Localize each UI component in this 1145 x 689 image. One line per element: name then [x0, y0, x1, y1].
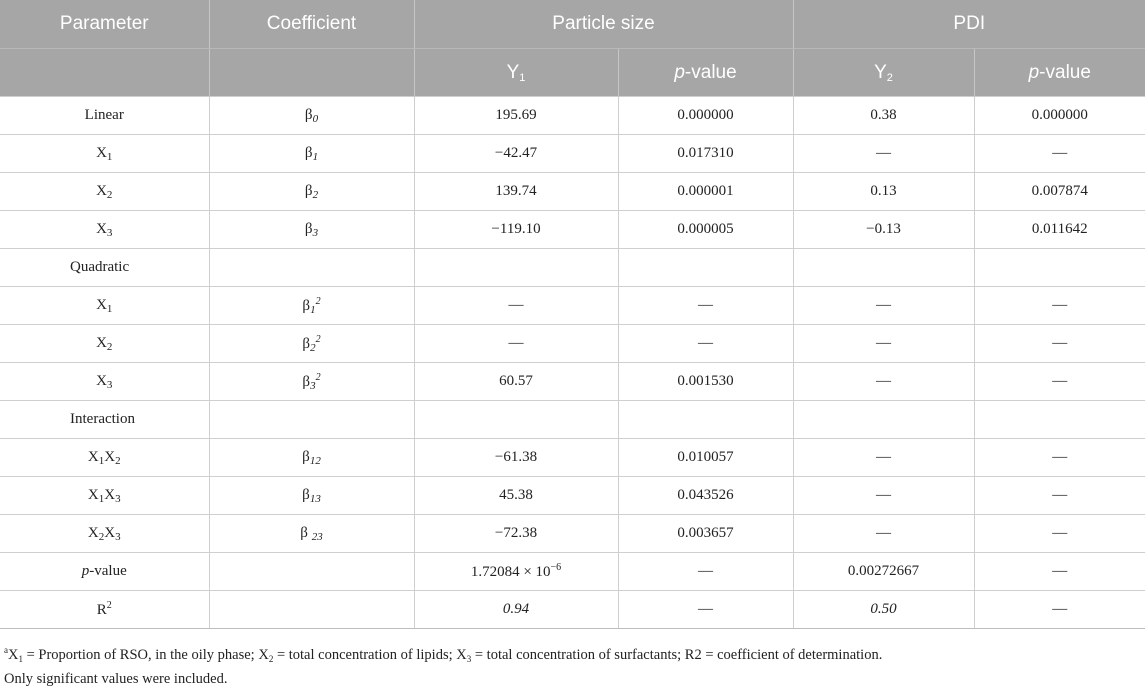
empty-cell	[209, 401, 414, 439]
coef-cell	[209, 287, 414, 325]
param-cell	[0, 515, 209, 553]
y1-cell: −61.38	[414, 439, 618, 477]
p2-cell: —	[974, 325, 1145, 363]
beta-sub: 3	[310, 379, 316, 392]
table-row	[0, 515, 1145, 553]
param-cell	[0, 553, 209, 591]
table-body	[0, 97, 1145, 629]
beta-sub: 2	[310, 341, 316, 354]
table-row	[0, 135, 1145, 173]
param-sub-a: 1	[98, 454, 105, 467]
beta-symbol: β	[304, 220, 313, 237]
param-label: X	[96, 296, 107, 313]
beta-sub: 3	[312, 226, 319, 239]
p1-cell: 0.017310	[618, 135, 793, 173]
coef-cell	[209, 135, 414, 173]
coef-cell	[209, 363, 414, 401]
beta-symbol: β	[304, 144, 313, 161]
coef-cell	[209, 439, 414, 477]
section-label-quadratic: Quadratic	[0, 249, 209, 287]
header-blank-1	[0, 49, 209, 97]
param-label: X	[96, 182, 107, 199]
fn-x1-sub: 1	[18, 654, 23, 664]
fn-x3-sub: 3	[466, 654, 472, 664]
table-row-pvalue	[0, 553, 1145, 591]
y2-cell: —	[793, 287, 974, 325]
beta-symbol: β	[302, 335, 311, 352]
y2-cell: —	[793, 363, 974, 401]
table-row	[0, 97, 1145, 135]
y2-cell: —	[793, 439, 974, 477]
fn-x2-text: = total concentration of lipids;	[273, 647, 457, 663]
p1-cell: —	[618, 591, 793, 629]
empty-cell	[793, 249, 974, 287]
beta-symbol: β	[302, 486, 310, 503]
param-label-b: X	[104, 524, 116, 541]
y2-cell: —	[793, 325, 974, 363]
fn-x2: X	[258, 647, 269, 663]
param-cell	[0, 135, 209, 173]
header-pvalue-2	[974, 49, 1145, 97]
coef-cell	[209, 477, 414, 515]
header-pdi: PDI	[793, 0, 1145, 49]
beta-sup: 2	[315, 295, 321, 307]
header-y2-label: Y	[874, 61, 887, 83]
beta-sub: 0	[312, 112, 319, 125]
p1-cell: 0.000000	[618, 97, 793, 135]
coef-cell	[209, 591, 414, 629]
empty-cell	[209, 249, 414, 287]
pvalue-rest: -value	[89, 563, 127, 579]
header-parameter: Parameter	[0, 0, 209, 49]
empty-cell	[618, 401, 793, 439]
param-cell	[0, 287, 209, 325]
param-label-a: X	[87, 524, 99, 541]
beta-symbol: β	[304, 182, 313, 199]
header-blank-2	[209, 49, 414, 97]
beta-symbol: β	[302, 448, 310, 465]
p1-cell: —	[618, 325, 793, 363]
param-label: X	[96, 334, 107, 351]
section-label-interaction: Interaction	[0, 401, 209, 439]
empty-cell	[974, 401, 1145, 439]
r2-label: R	[96, 602, 107, 618]
coef-cell	[209, 173, 414, 211]
table-row	[0, 477, 1145, 515]
coef-cell	[209, 515, 414, 553]
y1-cell: −119.10	[414, 211, 618, 249]
section-row-interaction	[0, 401, 1145, 439]
p1-cell: —	[618, 287, 793, 325]
header-coefficient: Coefficient	[209, 0, 414, 49]
p2-cell: —	[974, 287, 1145, 325]
fn-x1-text: = Proportion of RSO, in the oily phase;	[22, 647, 259, 663]
coef-cell	[209, 553, 414, 591]
p2-cell: —	[974, 477, 1145, 515]
empty-cell	[793, 401, 974, 439]
param-sub: 2	[106, 340, 113, 353]
table-row	[0, 173, 1145, 211]
y1-cell: −42.47	[414, 135, 618, 173]
p1-cell: 0.010057	[618, 439, 793, 477]
beta-sub: 12	[309, 454, 321, 467]
y1-cell: 139.74	[414, 173, 618, 211]
y2-cell: −0.13	[793, 211, 974, 249]
beta-symbol: β	[302, 373, 311, 390]
fn-x1: X	[8, 647, 19, 663]
param-cell	[0, 477, 209, 515]
p2-cell: —	[974, 439, 1145, 477]
p2-cell: —	[974, 553, 1145, 591]
p2-cell: 0.000000	[974, 97, 1145, 135]
y1-cell	[414, 553, 618, 591]
param-label: X	[96, 220, 107, 237]
param-sub-a: 1	[98, 492, 105, 505]
y2-cell: —	[793, 135, 974, 173]
y2-cell: 0.13	[793, 173, 974, 211]
table-row	[0, 287, 1145, 325]
beta-symbol: β	[304, 106, 313, 123]
beta-sub: 1	[312, 150, 319, 163]
header-y2	[793, 49, 974, 97]
param-label: X	[96, 144, 107, 161]
p1-cell: 0.003657	[618, 515, 793, 553]
footnote-marker: a	[4, 645, 8, 655]
param-cell: Linear	[0, 97, 209, 135]
beta-symbol: β	[302, 297, 311, 314]
param-cell	[0, 325, 209, 363]
r2-sup: 2	[106, 600, 112, 611]
table-header	[0, 0, 1145, 97]
footnote-line-2: Only significant values were included.	[4, 671, 228, 687]
param-sub: 2	[106, 188, 113, 201]
table-row	[0, 325, 1145, 363]
y1-cell: —	[414, 325, 618, 363]
fn-x3: X	[456, 647, 467, 663]
param-label-a: X	[87, 448, 99, 465]
beta-sub: 1	[310, 303, 316, 316]
p2-cell: —	[974, 135, 1145, 173]
fn-x2-sub: 2	[268, 654, 274, 664]
pvalue-italic: p	[81, 563, 90, 579]
coef-cell	[209, 325, 414, 363]
footnote-line-1	[4, 640, 1139, 669]
empty-cell	[974, 249, 1145, 287]
pvalue-exp: −6	[550, 562, 562, 573]
y1-cell: 0.94	[414, 591, 618, 629]
y1-cell: 45.38	[414, 477, 618, 515]
param-sub-b: 3	[115, 492, 121, 505]
header-p2-italic: p	[1028, 61, 1040, 83]
header-y1-sub: 1	[519, 71, 526, 84]
header-p2-rest: -value	[1039, 61, 1091, 83]
coef-cell	[209, 97, 414, 135]
table-footnote	[4, 640, 1139, 689]
beta-sub: 13	[309, 492, 321, 505]
p2-cell: 0.007874	[974, 173, 1145, 211]
param-sub-a: 2	[98, 530, 105, 543]
header-pvalue-1	[618, 49, 793, 97]
beta-sub: 23	[311, 530, 323, 543]
y2-cell: —	[793, 515, 974, 553]
fn-x3-text: = total concentration of surfactants; R2 = coefficient of determination.	[471, 647, 883, 663]
y2-cell: 0.00272667	[793, 553, 974, 591]
header-row-2	[0, 49, 1145, 97]
param-sub: 1	[106, 302, 113, 315]
header-y1-label: Y	[506, 61, 520, 83]
header-y2-sub: 2	[886, 71, 893, 84]
y1-cell: −72.38	[414, 515, 618, 553]
param-cell	[0, 211, 209, 249]
empty-cell	[618, 249, 793, 287]
beta-symbol: β	[300, 524, 312, 541]
param-cell	[0, 173, 209, 211]
param-sub: 1	[106, 150, 113, 163]
p2-cell: 0.011642	[974, 211, 1145, 249]
param-cell	[0, 591, 209, 629]
section-row-quadratic	[0, 249, 1145, 287]
pvalue-base: 1.72084 × 10	[470, 564, 551, 580]
header-p1-rest: -value	[684, 61, 737, 83]
param-sub-b: 2	[115, 454, 121, 467]
param-label-b: X	[104, 448, 116, 465]
y2-cell: 0.50	[793, 591, 974, 629]
table-row	[0, 439, 1145, 477]
header-particle-size: Particle size	[414, 0, 793, 49]
y1-cell: —	[414, 287, 618, 325]
y2-cell: —	[793, 477, 974, 515]
table-row	[0, 211, 1145, 249]
param-cell	[0, 439, 209, 477]
param-sub: 3	[106, 226, 113, 239]
empty-cell	[414, 401, 618, 439]
beta-sup: 2	[315, 371, 321, 383]
p2-cell: —	[974, 515, 1145, 553]
y2-cell: 0.38	[793, 97, 974, 135]
table-row-r2	[0, 591, 1145, 629]
header-p1-italic: p	[674, 61, 685, 83]
header-y1	[414, 49, 618, 97]
p1-cell: 0.000001	[618, 173, 793, 211]
p1-cell: —	[618, 553, 793, 591]
beta-sup: 2	[315, 333, 321, 345]
p1-cell: 0.000005	[618, 211, 793, 249]
empty-cell	[414, 249, 618, 287]
beta-sub: 2	[312, 188, 319, 201]
param-sub-b: 3	[115, 530, 121, 543]
coef-cell	[209, 211, 414, 249]
param-label: X	[96, 372, 107, 389]
p1-cell: 0.001530	[618, 363, 793, 401]
p2-cell: —	[974, 591, 1145, 629]
header-row-1	[0, 0, 1145, 49]
p1-cell: 0.043526	[618, 477, 793, 515]
table-row	[0, 363, 1145, 401]
y1-cell: 60.57	[414, 363, 618, 401]
y1-cell: 195.69	[414, 97, 618, 135]
param-label-b: X	[104, 486, 116, 503]
param-label-a: X	[87, 486, 99, 503]
p2-cell: —	[974, 363, 1145, 401]
param-cell	[0, 363, 209, 401]
param-sub: 3	[106, 378, 113, 391]
